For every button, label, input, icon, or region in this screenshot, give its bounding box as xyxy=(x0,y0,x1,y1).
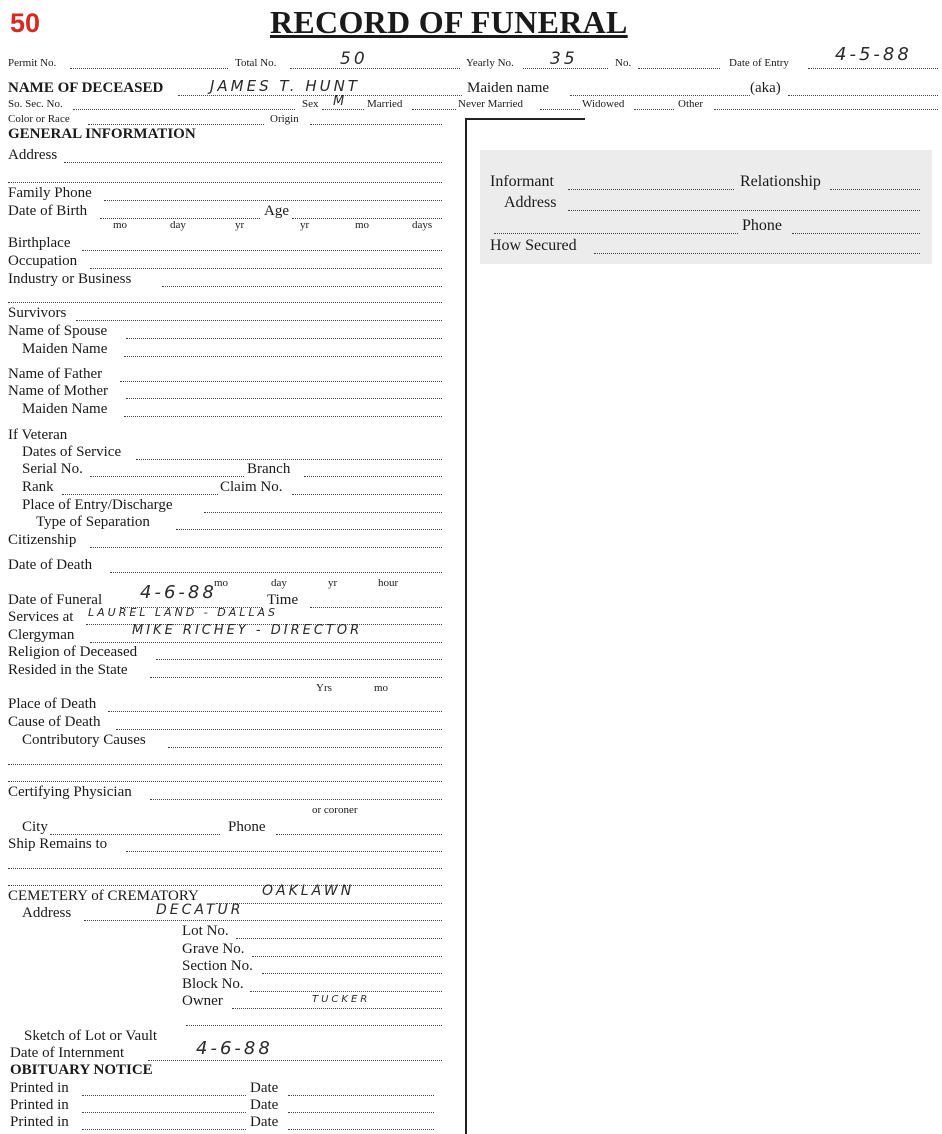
cemetery-address-value: DECATUR xyxy=(156,902,244,918)
clergyman-field[interactable] xyxy=(90,642,442,643)
printed-date-field-3[interactable] xyxy=(288,1129,434,1130)
grave-field[interactable] xyxy=(252,956,442,957)
father-field[interactable] xyxy=(120,381,442,382)
industry-field[interactable] xyxy=(162,286,442,287)
death-unit-hour: hour xyxy=(378,577,399,589)
resided-field[interactable] xyxy=(150,677,442,678)
address-label: Address xyxy=(8,147,58,163)
cemetery-address-label: Address xyxy=(22,905,72,921)
services-value: LAUREL LAND - DALLAS xyxy=(88,606,278,619)
entry-discharge-label: Place of Entry/Discharge xyxy=(22,497,173,513)
grave-label: Grave No. xyxy=(182,941,245,957)
how-secured-field[interactable] xyxy=(594,253,920,254)
deceased-value: JAMES T. HUNT xyxy=(210,77,360,95)
death-date-label: Date of Death xyxy=(8,557,93,573)
sketch-label: Sketch of Lot or Vault xyxy=(24,1028,158,1044)
no-label: No. xyxy=(615,57,632,69)
obituary-heading: OBITUARY NOTICE xyxy=(10,1062,153,1078)
spouse-label: Name of Spouse xyxy=(8,323,108,339)
physician-phone-field[interactable] xyxy=(276,834,442,835)
funeral-date-value: 4-6-88 xyxy=(140,582,217,603)
total-field[interactable] xyxy=(290,68,460,69)
industry-field-2[interactable] xyxy=(8,302,442,303)
age-unit-days: days xyxy=(412,219,433,231)
resided-unit-yrs: Yrs xyxy=(316,682,332,694)
dob-unit-day: day xyxy=(170,219,186,231)
owner-field[interactable] xyxy=(232,1008,442,1009)
address-field-2[interactable] xyxy=(8,182,442,183)
death-cause-field[interactable] xyxy=(116,729,442,730)
serial-field[interactable] xyxy=(90,476,244,477)
printed-in-label-2: Printed in xyxy=(10,1097,69,1113)
dob-label: Date of Birth xyxy=(8,203,88,219)
cemetery-label: CEMETERY of CREMATORY xyxy=(8,888,199,904)
death-unit-yr: yr xyxy=(328,577,338,589)
printed-date-field-2[interactable] xyxy=(288,1112,434,1113)
maiden-label: Maiden name xyxy=(467,80,550,96)
sex-field[interactable] xyxy=(322,109,364,110)
widowed-field[interactable] xyxy=(634,109,674,110)
branch-field[interactable] xyxy=(304,476,442,477)
cemetery-address-field[interactable] xyxy=(84,920,442,921)
phone-label: Phone xyxy=(228,819,266,835)
informant-address-field[interactable] xyxy=(568,210,920,211)
age-label: Age xyxy=(264,203,289,219)
ssn-label: So. Sec. No. xyxy=(8,98,63,110)
relationship-label: Relationship xyxy=(740,173,821,190)
cemetery-field[interactable] xyxy=(216,903,442,904)
owner-field-2[interactable] xyxy=(186,1025,442,1026)
entry-date-value: 4-5-88 xyxy=(835,44,912,65)
married-field[interactable] xyxy=(412,109,456,110)
claim-field[interactable] xyxy=(292,494,442,495)
lot-label: Lot No. xyxy=(182,923,229,939)
section-field[interactable] xyxy=(262,973,442,974)
deceased-label: NAME OF DECEASED xyxy=(8,80,164,96)
informant-address-field-2[interactable] xyxy=(494,233,738,234)
never-married-field[interactable] xyxy=(540,109,580,110)
record-number: 50 xyxy=(10,8,41,38)
death-place-field[interactable] xyxy=(108,711,442,712)
religion-field[interactable] xyxy=(156,659,442,660)
contributory-label: Contributory Causes xyxy=(22,732,146,748)
industry-label: Industry or Business xyxy=(8,271,132,287)
time-field[interactable] xyxy=(310,607,442,608)
entry-discharge-field[interactable] xyxy=(204,512,442,513)
contributory-field-3[interactable] xyxy=(8,781,442,782)
printed-in-field-3[interactable] xyxy=(82,1129,246,1130)
no-field[interactable] xyxy=(638,68,720,69)
entry-date-label: Date of Entry xyxy=(729,57,789,69)
informant-phone-field[interactable] xyxy=(792,233,920,234)
lot-field[interactable] xyxy=(236,938,442,939)
citizenship-field[interactable] xyxy=(90,547,442,548)
informant-phone-label: Phone xyxy=(742,217,782,234)
time-label: Time xyxy=(267,592,299,608)
column-divider xyxy=(465,118,467,1134)
internment-field[interactable] xyxy=(148,1060,442,1061)
relationship-field[interactable] xyxy=(830,189,920,190)
never-married-label: Never Married xyxy=(458,98,524,110)
service-dates-field[interactable] xyxy=(136,459,442,460)
claim-label: Claim No. xyxy=(220,479,283,495)
printed-in-label-1: Printed in xyxy=(10,1080,69,1096)
printed-date-label-3: Date xyxy=(250,1114,279,1130)
service-dates-label: Dates of Service xyxy=(22,444,122,460)
family-phone-field[interactable] xyxy=(104,200,442,201)
yearly-value: 35 xyxy=(550,49,578,69)
rank-field[interactable] xyxy=(62,494,218,495)
other-field[interactable] xyxy=(714,109,938,110)
color-field[interactable] xyxy=(88,124,264,125)
resided-label: Resided in the State xyxy=(8,662,128,678)
sex-value: M xyxy=(333,94,348,109)
printed-date-field-1[interactable] xyxy=(288,1095,434,1096)
serial-label: Serial No. xyxy=(22,461,83,477)
dob-unit-mo: mo xyxy=(113,219,128,231)
city-field[interactable] xyxy=(50,834,220,835)
block-field[interactable] xyxy=(250,991,442,992)
printed-in-field-2[interactable] xyxy=(82,1112,246,1113)
origin-label: Origin xyxy=(270,113,299,125)
city-label: City xyxy=(22,819,48,835)
origin-field[interactable] xyxy=(310,124,442,125)
dob-unit-yr: yr xyxy=(235,219,245,231)
contributory-field-2[interactable] xyxy=(8,764,442,765)
total-value: 50 xyxy=(340,49,368,69)
physician-field[interactable] xyxy=(150,799,442,800)
column-divider-top xyxy=(465,118,585,120)
internment-value: 4-6-88 xyxy=(196,1038,273,1059)
section-label: Section No. xyxy=(182,958,253,974)
married-label: Married xyxy=(367,98,403,110)
color-label: Color or Race xyxy=(8,113,70,125)
death-cause-label: Cause of Death xyxy=(8,714,101,730)
rank-label: Rank xyxy=(22,479,54,495)
clergyman-value: MIKE RICHEY - DIRECTOR xyxy=(132,623,363,638)
ssn-field[interactable] xyxy=(73,109,295,110)
survivors-label: Survivors xyxy=(8,305,67,321)
occupation-field[interactable] xyxy=(90,268,442,269)
birthplace-label: Birthplace xyxy=(8,235,71,251)
clergyman-label: Clergyman xyxy=(8,627,75,643)
physician-label: Certifying Physician xyxy=(8,784,132,800)
printed-date-label-1: Date xyxy=(250,1080,279,1096)
informant-label: Informant xyxy=(490,173,554,190)
sex-label: Sex xyxy=(302,98,319,110)
age-unit-yr: yr xyxy=(300,219,310,231)
death-place-label: Place of Death xyxy=(8,696,97,712)
widowed-label: Widowed xyxy=(582,98,625,110)
aka-label: (aka) xyxy=(750,80,781,96)
permit-field[interactable] xyxy=(70,68,228,69)
total-label: Total No. xyxy=(235,57,277,69)
services-label: Services at xyxy=(8,609,74,625)
permit-label: Permit No. xyxy=(8,57,57,69)
yearly-label: Yearly No. xyxy=(466,57,514,69)
mother-label: Name of Mother xyxy=(8,383,108,399)
printed-in-field-1[interactable] xyxy=(82,1095,246,1096)
father-label: Name of Father xyxy=(8,366,103,382)
funeral-date-label: Date of Funeral xyxy=(8,592,103,608)
ship-remains-field-2[interactable] xyxy=(8,868,442,869)
informant-field[interactable] xyxy=(568,189,734,190)
internment-label: Date of Internment xyxy=(10,1045,125,1061)
coroner-label: or coroner xyxy=(312,804,358,816)
ship-remains-field-3[interactable] xyxy=(8,885,442,886)
mother-field[interactable] xyxy=(126,398,442,399)
how-secured-label: How Secured xyxy=(490,237,577,254)
deceased-field[interactable] xyxy=(178,95,462,96)
death-date-field[interactable] xyxy=(110,572,442,573)
birthplace-field[interactable] xyxy=(82,250,442,251)
spouse-field[interactable] xyxy=(126,338,442,339)
separation-label: Type of Separation xyxy=(36,514,150,530)
death-unit-mo: mo xyxy=(214,577,229,589)
printed-in-label-3: Printed in xyxy=(10,1114,69,1130)
entry-date-field[interactable] xyxy=(808,68,938,69)
informant-address-label: Address xyxy=(504,194,557,211)
survivors-field[interactable] xyxy=(76,320,442,321)
religion-label: Religion of Deceased xyxy=(8,644,138,660)
mother-maiden-label: Maiden Name xyxy=(22,401,108,417)
maiden-field[interactable] xyxy=(570,95,750,96)
family-phone-label: Family Phone xyxy=(8,185,92,201)
printed-date-label-2: Date xyxy=(250,1097,279,1113)
branch-label: Branch xyxy=(247,461,291,477)
aka-field[interactable] xyxy=(788,95,938,96)
address-field[interactable] xyxy=(64,162,442,163)
cemetery-value: OAKLAWN xyxy=(262,883,355,899)
spouse-maiden-label: Maiden Name xyxy=(22,341,108,357)
owner-label: Owner xyxy=(182,993,223,1009)
spouse-maiden-field[interactable] xyxy=(124,356,442,357)
age-unit-mo: mo xyxy=(355,219,370,231)
resided-unit-mo: mo xyxy=(374,682,389,694)
occupation-label: Occupation xyxy=(8,253,78,269)
general-heading: GENERAL INFORMATION xyxy=(8,126,196,142)
citizenship-label: Citizenship xyxy=(8,532,77,548)
mother-maiden-field[interactable] xyxy=(124,416,442,417)
other-label: Other xyxy=(678,98,704,110)
owner-value: TUCKER xyxy=(312,994,371,1005)
veteran-label: If Veteran xyxy=(8,427,68,443)
separation-field[interactable] xyxy=(176,529,442,530)
death-unit-day: day xyxy=(271,577,287,589)
block-label: Block No. xyxy=(182,976,244,992)
page-title: RECORD OF FUNERAL xyxy=(270,4,628,40)
ship-remains-label: Ship Remains to xyxy=(8,836,108,852)
ship-remains-field[interactable] xyxy=(126,851,442,852)
contributory-field[interactable] xyxy=(168,747,442,748)
